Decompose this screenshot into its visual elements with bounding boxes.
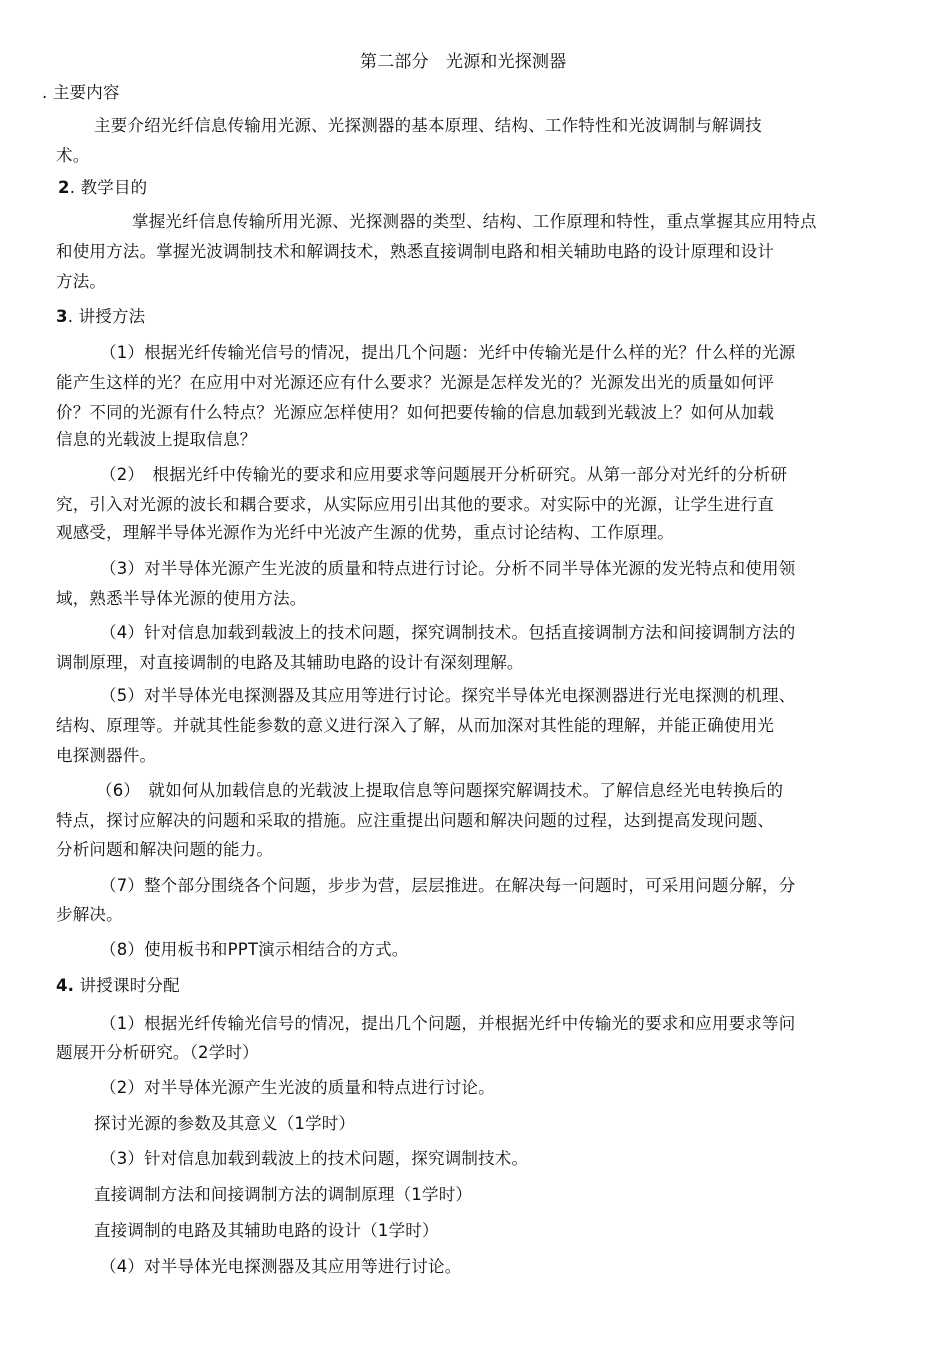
schedule-line: （3）针对信息加载到载波上的技术问题，探究调制技术。 xyxy=(100,1149,529,1168)
method-item-6: 特点，探讨应解决的问题和采取的措施。应注重提出问题和解决问题的过程，达到提高发现问题、 xyxy=(56,811,775,830)
method-item-2: 究，引入对光源的波长和耦合要求，从实际应用引出其他的要求。对实际中的光源，让学生进行直 xyxy=(56,495,775,514)
section-2-text: 和使用方法。掌握光波调制技术和解调技术，熟悉直接调制电路和相关辅助电路的设计原理和设计 xyxy=(56,242,775,261)
method-item-5: 电探测器件。 xyxy=(56,746,157,765)
method-item-6: 分析问题和解决问题的能力。 xyxy=(56,840,274,859)
method-item-7: 步解决。 xyxy=(56,905,123,924)
section-4-heading-text: 讲授课时分配 xyxy=(74,976,180,995)
method-item-1: 价？不同的光源有什么特点？光源应怎样使用？如何把要传输的信息加载到光载波上？如何从加载 xyxy=(56,403,775,422)
section-3-number: 3 xyxy=(56,307,68,326)
section-2-heading-text: . 教学目的 xyxy=(69,178,148,197)
method-item-4: （4）针对信息加载到载波上的技术问题，探究调制技术。包括直接调制方法和间接调制方法的 xyxy=(100,623,796,642)
schedule-line: （1）根据光纤传输光信号的情况，提出几个问题，并根据光纤中传输光的要求和应用要求等问 xyxy=(100,1014,796,1033)
page-title: 第二部分 光源和光探测器 xyxy=(360,52,567,72)
schedule-line: （2）对半导体光源产生光波的质量和特点进行讨论。 xyxy=(100,1078,495,1097)
section-1-heading: . 主要内容 xyxy=(42,83,120,102)
method-item-2: 观感受，理解半导体光源作为光纤中光波产生源的优势，重点讨论结构、工作原理。 xyxy=(56,523,674,542)
method-item-3: 域，熟悉半导体光源的使用方法。 xyxy=(56,589,307,608)
method-item-1: 能产生这样的光？在应用中对光源还应有什么要求？光源是怎样发光的？光源发出光的质量如何评 xyxy=(56,373,775,392)
schedule-line: 直接调制的电路及其辅助电路的设计（1学时） xyxy=(94,1221,439,1240)
method-item-7: （7）整个部分围绕各个问题，步步为营，层层推进。在解决每一问题时，可采用问题分解，分 xyxy=(100,876,796,895)
section-2-text: 掌握光纤信息传输所用光源、光探测器的类型、结构、工作原理和特性，重点掌握其应用特点 xyxy=(132,212,817,231)
method-item-4: 调制原理，对直接调制的电路及其辅助电路的设计有深刻理解。 xyxy=(56,653,524,672)
section-1-text: 术。 xyxy=(56,146,90,165)
section-3-heading-text: . 讲授方法 xyxy=(67,307,146,326)
method-item-3: （3）对半导体光源产生光波的质量和特点进行讨论。分析不同半导体光源的发光特点和使用领 xyxy=(100,559,796,578)
method-item-1: （1）根据光纤传输光信号的情况，提出几个问题：光纤中传输光是什么样的光？什么样的光源 xyxy=(100,343,796,362)
schedule-line: 直接调制方法和间接调制方法的调制原理（1学时） xyxy=(94,1185,473,1204)
method-item-1: 信息的光载波上提取信息？ xyxy=(56,430,257,449)
method-item-5: （5）对半导体光电探测器及其应用等进行讨论。探究半导体光电探测器进行光电探测的机理、 xyxy=(100,686,796,705)
schedule-line: （4）对半导体光电探测器及其应用等进行讨论。 xyxy=(100,1257,462,1276)
method-item-8: （8）使用板书和PPT演示相结合的方式。 xyxy=(100,940,409,959)
section-4-heading xyxy=(56,976,180,996)
schedule-line: 题展开分析研究。（2学时） xyxy=(56,1043,259,1062)
section-2-number: 2 xyxy=(58,178,70,197)
schedule-line: 探讨光源的参数及其意义（1学时） xyxy=(94,1114,356,1133)
section-3-heading xyxy=(56,307,145,327)
section-1-text: 主要介绍光纤信息传输用光源、光探测器的基本原理、结构、工作特性和光波调制与解调技 xyxy=(94,116,762,135)
section-4-number: 4. xyxy=(56,976,75,995)
method-item-5: 结构、原理等。并就其性能参数的意义进行深入了解，从而加深对其性能的理解，并能正确使用光 xyxy=(56,716,775,735)
section-2-heading xyxy=(58,178,147,198)
method-item-6: （6） 就如何从加载信息的光载波上提取信息等问题探究解调技术。了解信息经光电转换后的 xyxy=(96,781,784,800)
method-item-2: （2） 根据光纤中传输光的要求和应用要求等问题展开分析研究。从第一部分对光纤的分析研 xyxy=(100,465,788,484)
section-2-text: 方法。 xyxy=(56,272,107,291)
